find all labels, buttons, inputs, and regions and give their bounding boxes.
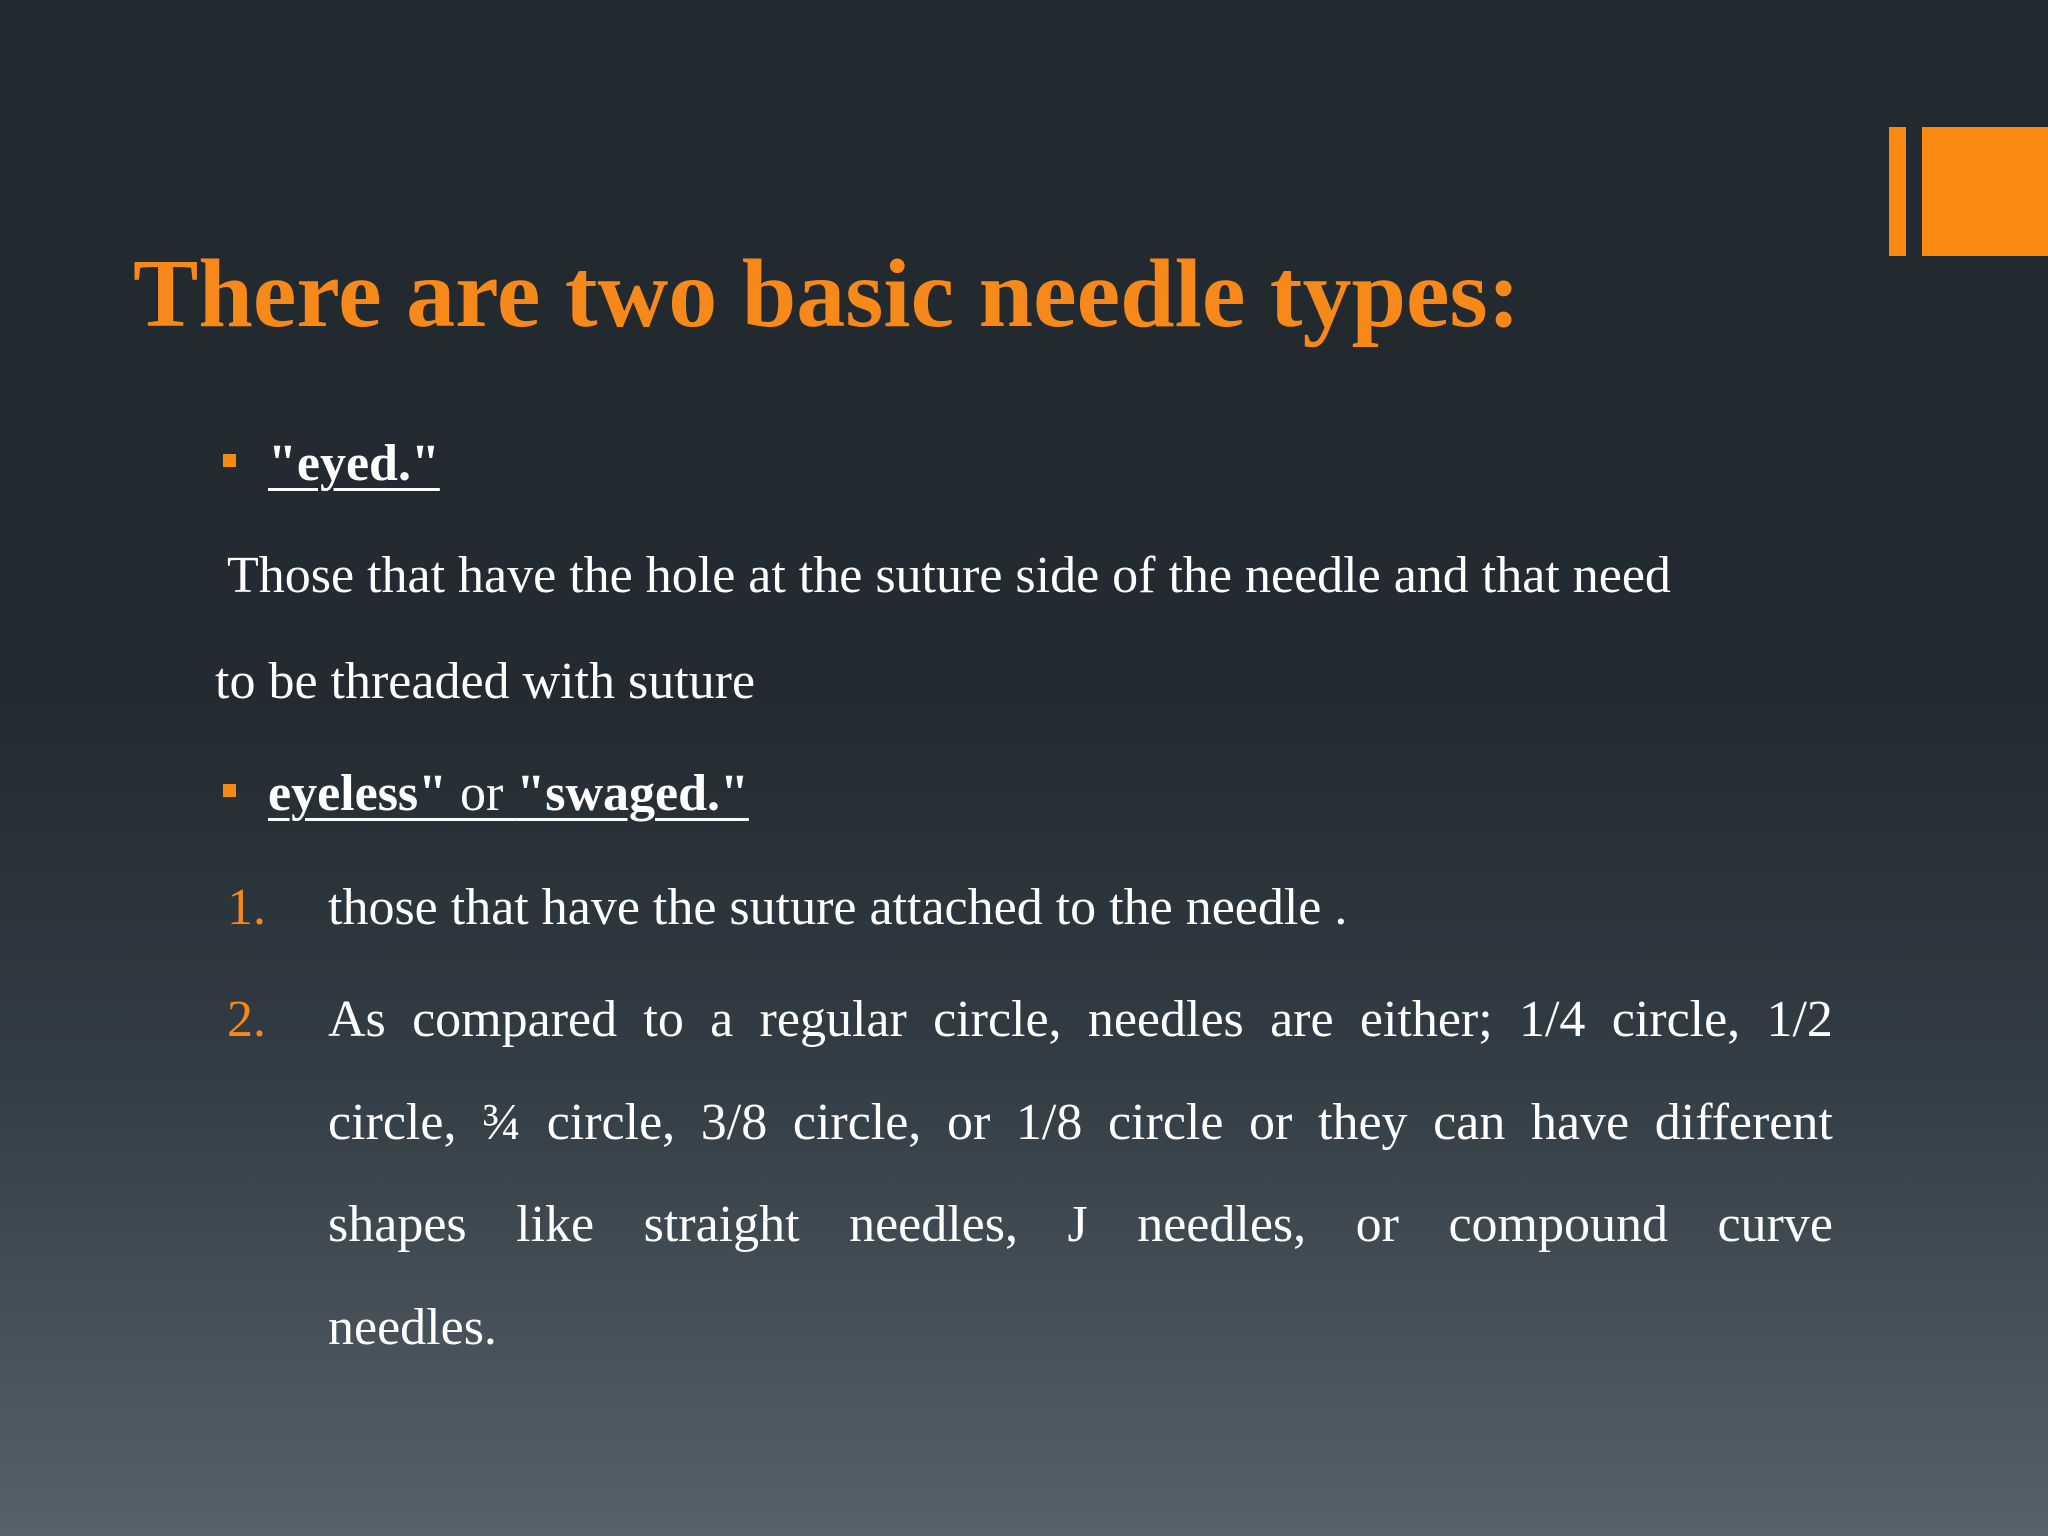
word: needles,: [849, 1196, 1018, 1253]
word: different: [1654, 1094, 1833, 1151]
square-bullet-icon: [223, 784, 236, 797]
word: 1/4: [1518, 991, 1586, 1048]
list-number-2: 2.: [227, 991, 266, 1048]
word: circle,: [933, 991, 1062, 1048]
word: like: [516, 1196, 595, 1253]
word: circle,: [1611, 991, 1741, 1048]
word: or: [1249, 1094, 1293, 1151]
word: a: [710, 991, 734, 1048]
bullet-eyeless: [223, 763, 749, 825]
accent-bar-thick: [1922, 127, 2048, 256]
word: compound: [1448, 1196, 1668, 1253]
list-item-2-line-3: [328, 1194, 1833, 1256]
word: ¾: [482, 1094, 522, 1151]
word: straight: [643, 1196, 800, 1253]
word: curve: [1717, 1196, 1833, 1253]
word: As: [328, 991, 386, 1048]
list-item-2-line-1: [328, 989, 1833, 1051]
word: 1/8: [1015, 1094, 1083, 1151]
list-item-2-line-2: [328, 1092, 1833, 1154]
word: needles,: [1137, 1196, 1307, 1253]
square-bullet-icon: [223, 454, 236, 467]
word: 3/8: [700, 1094, 768, 1151]
word: regular: [759, 991, 907, 1048]
eyed-description-line-2: to be threaded with suture: [215, 653, 756, 710]
word: or: [946, 1094, 991, 1151]
word: can: [1433, 1094, 1506, 1151]
word: circle,: [546, 1094, 676, 1151]
list-item-1-text: those that have the suture attached to the needle .: [328, 879, 1348, 936]
word: compared: [412, 991, 618, 1048]
word: have: [1530, 1094, 1630, 1151]
bullet-eyed: [223, 433, 440, 495]
word: are: [1270, 991, 1334, 1048]
word: they: [1318, 1094, 1408, 1151]
eyed-description-line-1: Those that have the hole at the suture side of the needle and that need: [227, 547, 1671, 604]
word: circle: [1107, 1094, 1224, 1151]
word: or: [1355, 1196, 1399, 1253]
bullet-swaged-label: "swaged.": [516, 765, 749, 822]
word: circle,: [328, 1094, 457, 1151]
word: to: [643, 991, 684, 1048]
word: circle,: [792, 1094, 922, 1151]
word: J: [1067, 1196, 1088, 1253]
list-number-1: 1.: [227, 879, 266, 936]
word: either;: [1359, 991, 1493, 1048]
bullet-eyeless-connector: or: [447, 765, 517, 822]
list-item-2-line-4: needles.: [328, 1299, 497, 1356]
word: needles: [1087, 991, 1244, 1048]
accent-bar-thin: [1889, 127, 1906, 256]
slide-title: There are two basic needle types:: [133, 240, 1521, 348]
word: 1/2: [1766, 991, 1833, 1048]
bullet-eyed-label: "eyed.": [268, 435, 440, 492]
word: shapes: [328, 1196, 467, 1253]
bullet-eyeless-label: eyeless": [268, 765, 448, 822]
